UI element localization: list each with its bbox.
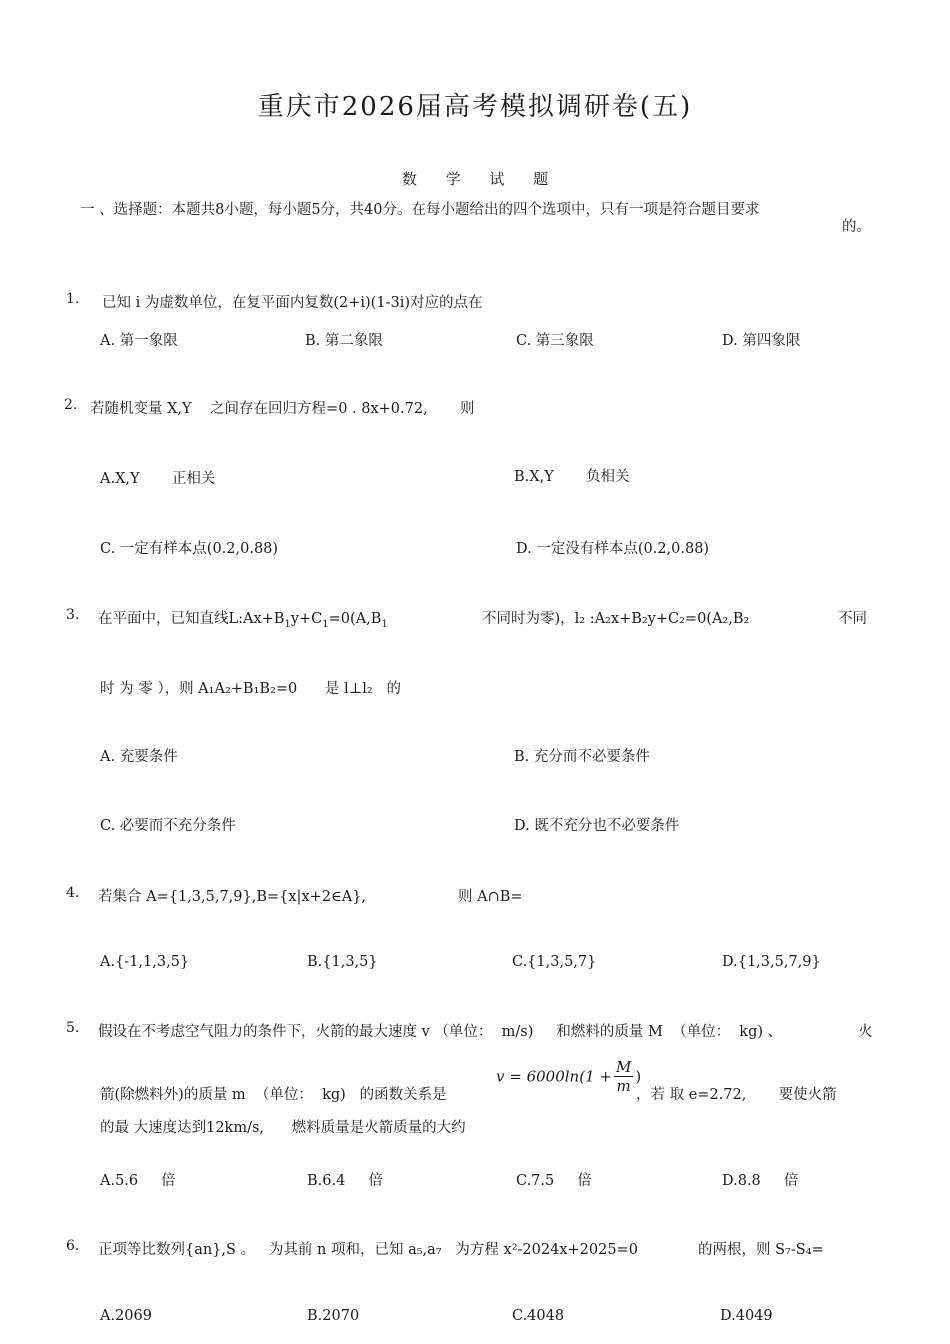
q1-number: 1.: [66, 291, 80, 307]
q2-number: 2.: [64, 397, 78, 413]
q2-option-c: C. 一定有样本点(0.2,0.88): [100, 541, 279, 557]
q3-option-d: D. 既不充分也不必要条件: [514, 818, 680, 834]
page-subtitle: 数 学 试 题: [401, 170, 549, 188]
q5-option-b: B.6.4 倍: [307, 1173, 383, 1189]
q3-stem-part1: 在平面中，已知直线$L:Ax+B_1y+C_1=0(A,B_1$: [98, 611, 388, 630]
q4-number: 4.: [66, 885, 80, 901]
q5-option-d: D.8.8 倍: [722, 1173, 799, 1189]
q3-stem-part2: 不同时为零)，l₂ :A₂x+B₂y+C₂=0(A₂,B₂: [482, 611, 750, 627]
q5-number: 5.: [66, 1020, 80, 1036]
section-instruction-cont: 的。: [842, 219, 871, 235]
q6-stem-part2: 的两根，则 S₇-S₄=: [698, 1242, 824, 1258]
q6-stem-part1: 正项等比数列{an},S 。 为其前 n 项和，已知 a₅,a₇ 为方程 x²-2024x+2025=0: [98, 1242, 638, 1258]
page-title: 重庆市2026届高考模拟调研卷(五): [257, 92, 693, 122]
q5-option-a: A.5.6 倍: [100, 1173, 176, 1189]
q2-option-d: D. 一定没有样本点(0.2,0.88): [516, 541, 710, 557]
q4-option-a: A.{-1,1,3,5}: [100, 954, 190, 970]
q1-option-d: D. 第四象限: [722, 333, 801, 349]
q4-option-d: D.{1,3,5,7,9}: [722, 954, 821, 970]
q4-stem-part1: 若集合 A={1,3,5,7,9},B={x|x+2∈A},: [98, 889, 367, 905]
q6-number: 6.: [66, 1238, 80, 1254]
q3-option-a: A. 充要条件: [100, 749, 178, 765]
q1-option-b: B. 第二象限: [305, 333, 383, 349]
q5-formula-fraction: $\frac{M}{m}$: [615, 1058, 632, 1095]
q4-option-c: C.{1,3,5,7}: [512, 954, 597, 970]
q5-stem-line3: 的最 大速度达到12km/s, 燃料质量是火箭质量的大约: [100, 1120, 466, 1136]
q3-number: 3.: [66, 607, 80, 623]
q5-stem-line2-end: ，若 取 e=2.72, 要使火箭: [636, 1087, 837, 1103]
q6-option-c: C.4048: [512, 1308, 565, 1324]
q2-stem: 若随机变量 X,Y 之间存在回归方程=0 . 8x+0.72, 则: [90, 401, 475, 417]
q6-option-a: A.2069: [100, 1308, 152, 1324]
q5-stem-line2: 箭(除燃料外)的质量 m （单位： kg) 的函数关系是: [100, 1087, 447, 1103]
q3-option-b: B. 充分而不必要条件: [514, 749, 650, 765]
q5-stem-line1: 假设在不考虑空气阻力的条件下，火箭的最大速度 v （单位： m/s) 和燃料的质量 M （单位： kg) 、: [98, 1024, 783, 1040]
q1-option-c: C. 第三象限: [516, 333, 594, 349]
q5-formula: v = 6000ln(1 + $\frac{M}{m}$ ): [496, 1058, 642, 1095]
q1-stem: 已知 i 为虚数单位，在复平面内复数(2+i)(1-3i)对应的点在: [102, 295, 483, 311]
q3-stem-line2: 时 为 零 ），则 A₁A₂+B₁B₂=0 是 l⊥l₂ 的: [100, 681, 402, 697]
section-instruction: 一 、选择题：本题共8小题，每小题5分，共40分。在每小题给出的四个选项中，只有一项是符合题目要求: [80, 202, 760, 218]
q6-option-d: D.4049: [720, 1308, 773, 1324]
q5-option-c: C.7.5 倍: [516, 1173, 592, 1189]
q2-option-a: A.X,Y 正相关: [100, 471, 216, 487]
q5-stem-line1-end: 火: [858, 1024, 873, 1040]
q3-stem-part3: 不同: [838, 611, 867, 627]
q6-option-b: B.2070: [307, 1308, 360, 1324]
q4-stem-part2: 则 A∩B=: [458, 889, 523, 905]
q1-option-a: A. 第一象限: [100, 333, 178, 349]
q3-option-c: C. 必要而不充分条件: [100, 818, 236, 834]
q4-option-b: B.{1,3,5}: [307, 954, 378, 970]
q2-option-b: B.X,Y 负相关: [514, 469, 630, 485]
